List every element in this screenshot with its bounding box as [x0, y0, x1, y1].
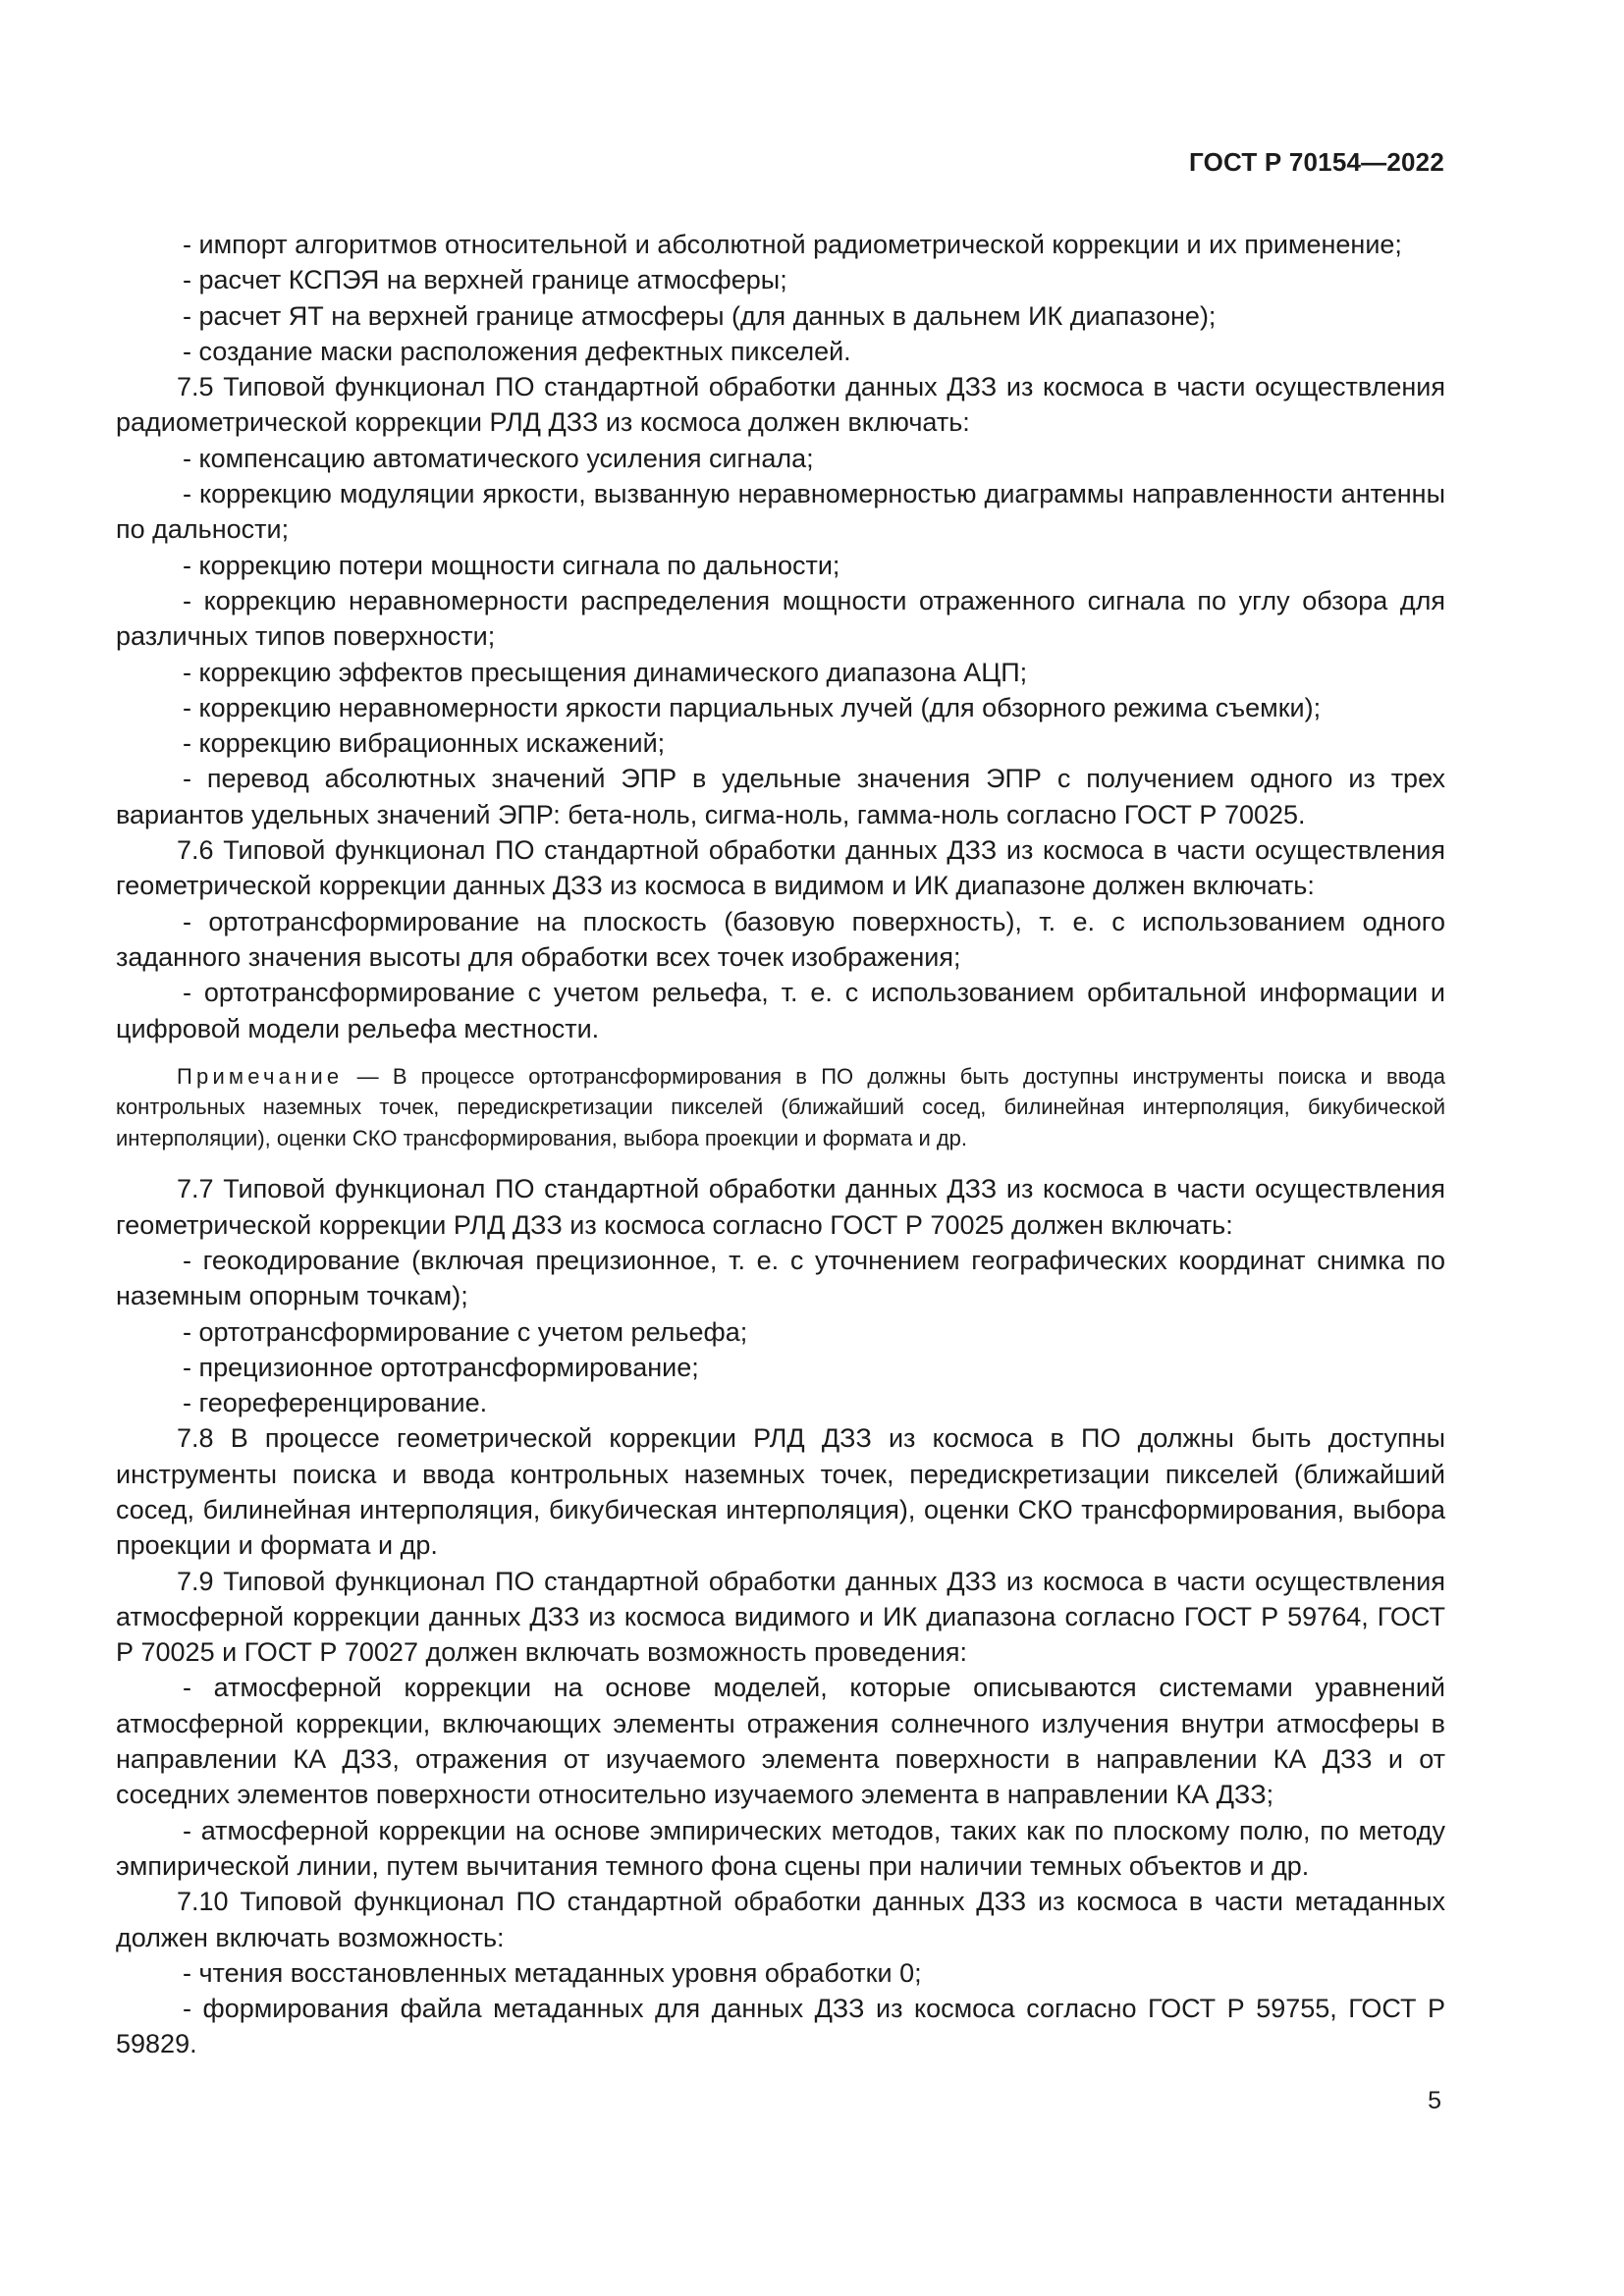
- list-item: - атмосферной коррекции на основе моделей, которые описываются системами уравнений атмосферной коррекции, включающих элементы отражения солнечного излучения внутри атмосферы в направлении КА ДЗЗ, отражения от изучаемого элемента поверхности в направлении КА ДЗЗ и от соседних элементов поверхности относительно изучаемого элемента в направлении КА ДЗЗ;: [116, 1673, 1445, 1810]
- note-paragraph: [116, 1061, 1445, 1154]
- list-item: - коррекцию неравномерности яркости парциальных лучей (для обзорного режима съемки);: [183, 692, 1322, 722]
- clause-paragraph: 7.9 Типовой функционал ПО стандартной обработки данных ДЗЗ из космоса в части осуществления атмосферной коррекции данных ДЗЗ из космоса видимого и ИК диапазона согласно ГОСТ Р 59764, ГОСТ Р 70025 и ГОСТ Р 70027 должен включать возможность проведения:: [116, 1566, 1445, 1668]
- list-item: - коррекцию неравномерности распределения мощности отраженного сигнала по углу обзора для различных типов поверхности;: [116, 585, 1445, 652]
- list-item: - коррекцию потери мощности сигнала по дальности;: [183, 550, 840, 580]
- page-number: 5: [1428, 2087, 1441, 2114]
- list-item: - прецизионное ортотрансформирование;: [183, 1352, 699, 1382]
- list-item: - чтения восстановленных метаданных уровня обработки 0;: [183, 1957, 922, 1988]
- list-item: - коррекцию модуляции яркости, вызванную неравномерностью диаграммы направленности антенны по дальности;: [116, 479, 1445, 545]
- list-item: - ортотрансформирование на плоскость (базовую поверхность), т. е. с использованием одного заданного значения высоты для обработки всех точек изображения;: [116, 906, 1445, 972]
- clause-paragraph: 7.5 Типовой функционал ПО стандартной обработки данных ДЗЗ из космоса в части осуществления радиометрической коррекции РЛД ДЗЗ из космоса должен включать:: [116, 372, 1445, 438]
- clause-paragraph: 7.8 В процессе геометрической коррекции РЛД ДЗЗ из космоса в ПО должны быть доступны инструменты поиска и ввода контрольных наземных точек, передискретизации пикселей (ближайший сосед, билинейная интерполяция, бикубическая интерполяция), оценки СКО трансформирования, выбора проекции и формата и др.: [116, 1423, 1445, 1561]
- list-item: - коррекцию эффектов пресыщения динамического диапазона АЦП;: [183, 657, 1028, 687]
- list-item: - расчет ЯТ на верхней границе атмосферы (для данных в дальнем ИК диапазоне);: [183, 300, 1217, 331]
- list-item: - расчет КСПЭЯ на верхней границе атмосферы;: [183, 265, 787, 295]
- list-item: - компенсацию автоматического усиления сигнала;: [183, 443, 814, 473]
- list-item: - геокодирование (включая прецизионное, т. е. с уточнением географических координат снимка по наземным опорным точкам);: [116, 1245, 1445, 1311]
- clause-paragraph: 7.6 Типовой функционал ПО стандартной обработки данных ДЗЗ из космоса в части осуществления геометрической коррекции данных ДЗЗ из космоса в видимом и ИК диапазоне должен включать:: [116, 835, 1445, 901]
- list-item: - импорт алгоритмов относительной и абсолютной радиометрической коррекции и их применение;: [183, 230, 1402, 259]
- clause-paragraph: 7.7 Типовой функционал ПО стандартной обработки данных ДЗЗ из космоса в части осуществления геометрической коррекции РЛД ДЗЗ из космоса согласно ГОСТ Р 70025 должен включать:: [116, 1174, 1445, 1240]
- document-body: [116, 227, 1445, 2062]
- note-label: Примечание: [177, 1063, 344, 1089]
- list-item: - геореференцирование.: [183, 1388, 488, 1418]
- note-text: — В процессе ортотрансформирования в ПО должны быть доступны инструменты поиска и ввода контрольных наземных точек, передискретизации пикселей (ближайший сосед, билинейная интерполяция, бикубической интерполяции), оценки СКО трансформирования, выбора проекции и формата и др.: [116, 1063, 1445, 1150]
- document-code-header: ГОСТ Р 70154—2022: [1189, 147, 1444, 177]
- list-item: - ортотрансформирование с учетом рельефа;: [183, 1316, 748, 1347]
- list-item: - ортотрансформирование с учетом рельефа, т. е. с использованием орбитальной информации и цифровой модели рельефа местности.: [116, 978, 1445, 1043]
- list-item: - перевод абсолютных значений ЭПР в удельные значения ЭПР с получением одного из трех вариантов удельных значений ЭПР: бета-ноль, сигма-ноль, гамма-ноль согласно ГОСТ Р 70025.: [116, 764, 1445, 829]
- list-item: - атмосферной коррекции на основе эмпирических методов, таких как по плоскому полю, по методу эмпирической линии, путем вычитания темного фона сцены при наличии темных объектов и др.: [116, 1815, 1445, 1881]
- list-item: - коррекцию вибрационных искажений;: [183, 728, 666, 759]
- clause-paragraph: 7.10 Типовой функционал ПО стандартной обработки данных ДЗЗ из космоса в части метаданных должен включать возможность:: [116, 1887, 1445, 1952]
- list-item: - создание маски расположения дефектных пикселей.: [183, 336, 851, 366]
- list-item: - формирования файла метаданных для данных ДЗЗ из космоса согласно ГОСТ Р 59755, ГОСТ Р 59829.: [116, 1994, 1445, 2059]
